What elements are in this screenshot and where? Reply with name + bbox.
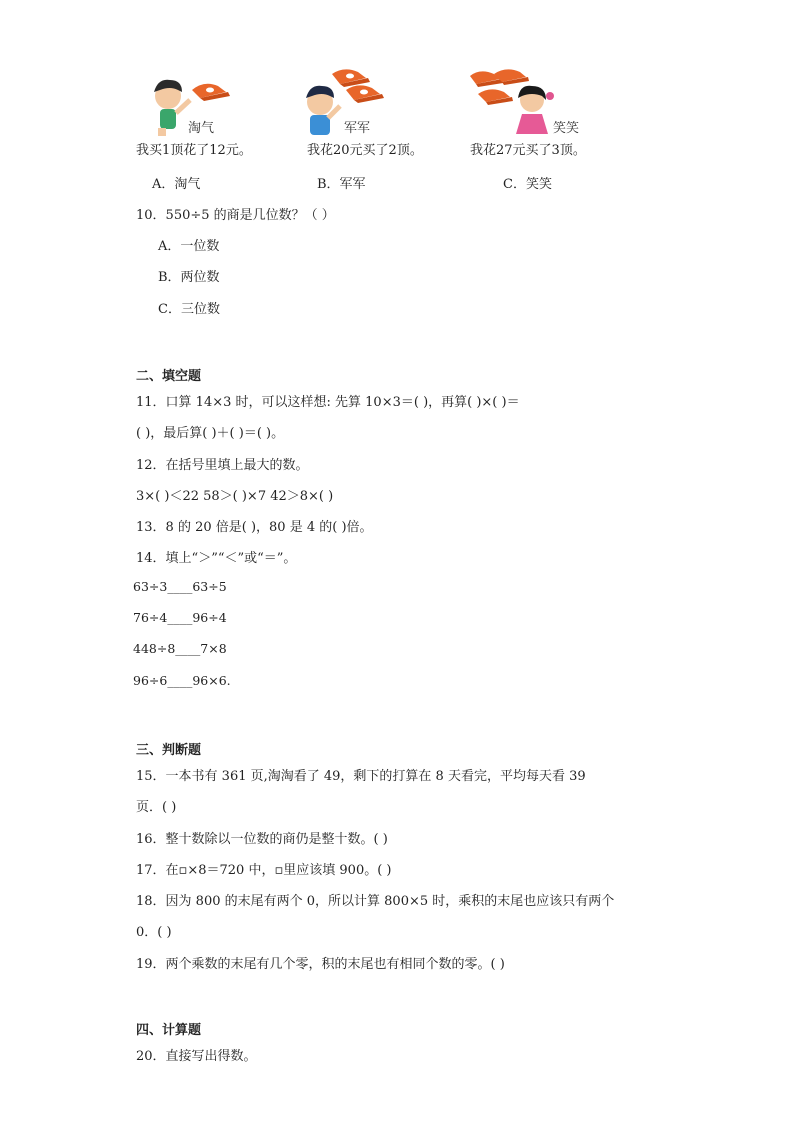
figure-speech: 我买1顶花了12元。 xyxy=(136,143,252,158)
q15-line1: 15．一本书有 361 页,淘淘看了 49，剩下的打算在 8 天看完，平均每天看 39 xyxy=(136,769,586,784)
q9-option-b[interactable]: B．军军 xyxy=(317,177,366,192)
section-title-calculation: 四、计算题 xyxy=(136,1023,202,1038)
q16: 16．整十数除以一位数的商仍是整十数。( ) xyxy=(136,832,388,847)
q14-stem: 14．填上“＞”“＜”或“＝”。 xyxy=(136,551,297,566)
section-title-fill-blank: 二、填空题 xyxy=(136,369,202,384)
q20: 20．直接写出得数。 xyxy=(136,1049,257,1064)
q10-stem: 10．550÷5 的商是几位数？（ ） xyxy=(136,208,335,223)
q10-option-a[interactable]: A．一位数 xyxy=(158,239,220,254)
figure-speech: 我花27元买了3顶。 xyxy=(470,143,586,158)
q17: 17．在▫×8＝720 中，▫里应该填 900。( ) xyxy=(136,863,392,878)
q11-line1: 11．口算 14×3 时，可以这样想: 先算 10×3＝( )，再算( )×( )＝ xyxy=(136,395,520,410)
q18-line1: 18．因为 800 的末尾有两个 0，所以计算 800×5 时，乘积的末尾也应该只有两个 xyxy=(136,894,615,909)
figure-name-label: 军军 xyxy=(344,121,371,136)
q12-line: 3×( )＜22 58＞( )×7 42＞8×( ) xyxy=(136,489,334,504)
section-title-judgement: 三、判断题 xyxy=(136,743,202,758)
q11-line2: ( )，最后算( )＋( )＝( )。 xyxy=(136,426,285,441)
q14-item: 96÷6____96×6. xyxy=(133,673,231,688)
q15-line2: 页．( ) xyxy=(136,800,177,815)
q10-option-b[interactable]: B．两位数 xyxy=(158,270,220,285)
q9-option-a[interactable]: A．淘气 xyxy=(152,177,201,192)
figure-speech: 我花20元买了2顶。 xyxy=(307,143,423,158)
q14-item: 76÷4____96÷4 xyxy=(133,610,227,625)
q13: 13．8 的 20 倍是( )，80 是 4 的( )倍。 xyxy=(136,520,373,535)
q10-option-c[interactable]: C．三位数 xyxy=(158,302,220,317)
q14-item: 63÷3____63÷5 xyxy=(133,579,227,594)
q18-line2: 0．( ) xyxy=(136,925,172,940)
q14-item: 448÷8____7×8 xyxy=(133,641,227,656)
q12-stem: 12．在括号里填上最大的数。 xyxy=(136,458,309,473)
figure-name-label: 笑笑 xyxy=(553,121,580,136)
q9-option-c[interactable]: C．笑笑 xyxy=(503,177,552,192)
q19: 19．两个乘数的末尾有几个零，积的末尾也有相同个数的零。( ) xyxy=(136,957,505,972)
figure-name-label: 淘气 xyxy=(188,121,215,136)
